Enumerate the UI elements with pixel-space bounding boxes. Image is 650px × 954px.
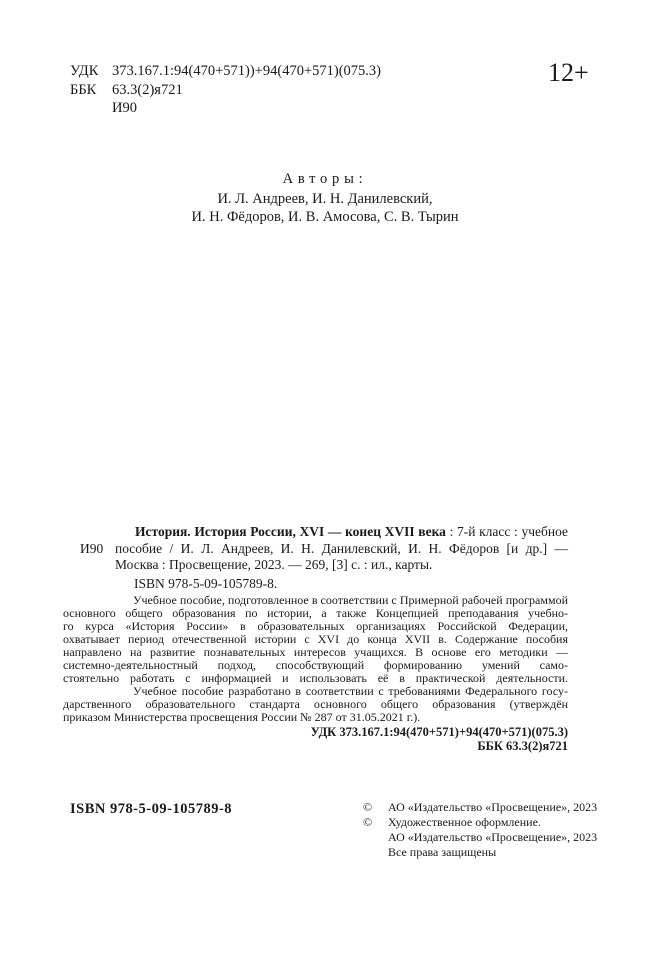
age-rating-badge: 12+ — [548, 58, 589, 87]
bottom-classification-block — [63, 726, 568, 753]
annotation-line: направлено на развитие познавательных интересов учащихся. В основе его методики — — [63, 645, 568, 659]
authors-heading: Авторы: — [282, 171, 368, 187]
card-title-line — [115, 524, 568, 541]
card-title: История. История России, XVI — конец XVII века — [135, 524, 446, 539]
annotation-line: стоятельно работать с информацией и использовать её в практической деятельности. — [63, 671, 568, 685]
copyright-line — [363, 815, 597, 830]
card-title-rest: : 7-й класс : учебное — [445, 524, 568, 539]
authors-code-spacer — [70, 99, 112, 118]
copyright-block — [363, 800, 597, 860]
bottom-bbk: ББК 63.3(2)я721 — [477, 738, 568, 753]
copyright-line — [363, 800, 597, 815]
annotation-block — [63, 594, 568, 724]
annotation-paragraph-1 — [63, 594, 568, 685]
annotation-line: Учебное пособие, подготовленное в соответствии с Примерной рабочей программой — [133, 593, 568, 607]
udk-row — [70, 62, 381, 81]
copyright-line: АО «Издательство «Просвещение», 2023 — [388, 830, 598, 844]
bbk-value: 63.3(2)я721 — [112, 81, 183, 98]
annotation-line: дарственного образовательного стандарта основного общего образования (утверждён — [63, 697, 568, 711]
copyright-icon: © — [363, 800, 373, 814]
authors-line: И. Н. Фёдоров, И. В. Амосова, С. В. Тырин — [191, 209, 459, 225]
bbk-label: ББК — [70, 81, 97, 98]
authors-code-row — [70, 99, 381, 118]
authors-code: И90 — [112, 100, 137, 116]
bibliographic-card — [80, 524, 568, 593]
copyright-line: Все права защищены — [388, 845, 497, 859]
annotation-line: го курса «История России» в образовательных организациях Российской Федерации, — [63, 619, 568, 633]
bottom-udk: УДК 373.167.1:94(470+571)+94(470+571)(075.3) — [310, 725, 568, 739]
copyright-icon: © — [363, 815, 373, 829]
card-isbn: ISBN 978-5-09-105789-8. — [134, 576, 278, 591]
annotation-line: системно-деятельностный подход, способствующий формированию умений само- — [63, 658, 568, 672]
udk-label: УДК — [70, 63, 99, 79]
annotation-line: охватывает период отечественной истории с XVI до конца XVII в. Содержание пособия — [63, 632, 568, 646]
copyright-text: АО «Издательство «Просвещение», 2023 — [388, 800, 598, 814]
annotation-line: приказом Министерства просвещения России № 287 от 31.05.2021 г.). — [63, 710, 421, 724]
footer-isbn: ISBN 978-5-09-105789-8 — [70, 801, 233, 817]
copyright-text: Художественное оформление. — [388, 815, 541, 829]
card-author-code: И90 — [80, 540, 104, 556]
top-classification-block — [70, 62, 381, 118]
annotation-line: Учебное пособие разработано в соответствии с требованиями Федерального госу- — [133, 684, 568, 698]
card-line: пособие / И. Л. Андреев, И. Н. Данилевский, И. Н. Фёдоров [и др.] — — [115, 540, 568, 556]
udk-value: 373.167.1:94(470+571))+94(470+571)(075.3) — [112, 63, 381, 79]
annotation-paragraph-2 — [63, 685, 568, 724]
bbk-row — [70, 81, 381, 100]
card-line: Москва : Просвещение, 2023. — 269, [3] с. : ил., карты. — [115, 557, 433, 572]
authors-block — [0, 170, 650, 226]
authors-line: И. Л. Андреев, И. Н. Данилевский, — [217, 191, 433, 207]
annotation-line: основного общего образования по истории, а также Концепцией преподавания учебно- — [63, 606, 568, 620]
